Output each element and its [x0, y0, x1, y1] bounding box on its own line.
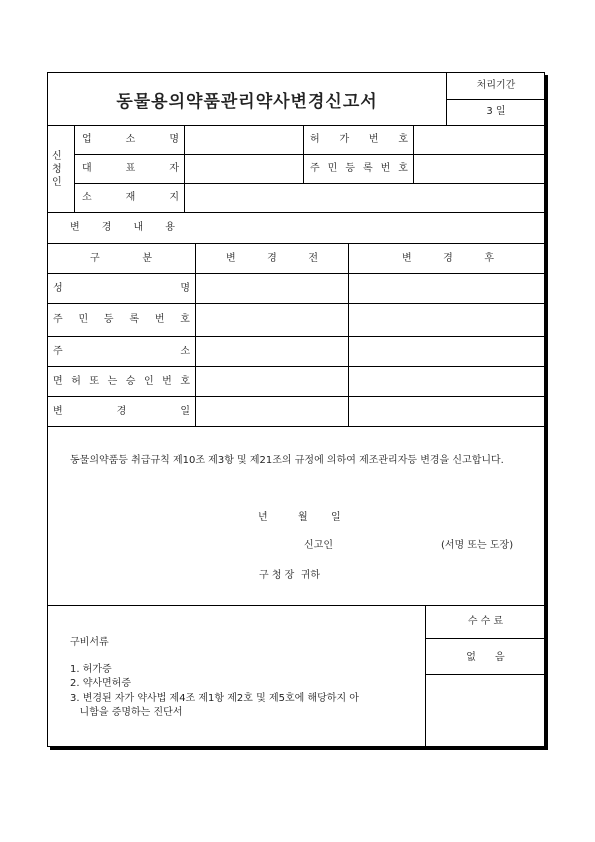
row-license-number: 면 허 또 는 승 인 번 호 [53, 376, 190, 387]
row-change-date: 변 경 일 [53, 406, 190, 417]
permit-number-label: 허 가 번 호 [310, 134, 408, 145]
declarant-label: 신고인 [304, 540, 333, 551]
resident-number-label: 주 민 등 록 번 호 [310, 163, 408, 174]
document-item: 1. 허가증 [70, 664, 112, 675]
date-month: 월 [298, 512, 308, 523]
row-name: 성 명 [53, 283, 190, 294]
header-after: 변 경 후 [402, 253, 494, 264]
row-address: 주 소 [53, 346, 190, 357]
change-report-form [47, 72, 545, 747]
change-contents-label: 변 경 내 용 [70, 222, 175, 233]
processing-period-label: 처리기간 [476, 80, 516, 91]
document-item: 3. 변경된 자가 약사법 제4조 제1항 제2호 및 제5호에 해당하지 아 [70, 693, 359, 704]
processing-period-value: 3 일 [486, 106, 506, 117]
date-day: 일 [331, 512, 341, 523]
business-name-label: 업 소 명 [82, 134, 179, 145]
date-year: 년 [258, 512, 268, 523]
addressee: 구 청 장 귀하 [259, 570, 321, 581]
location-label: 소 재 지 [82, 192, 179, 203]
header-before: 변 경 전 [226, 253, 318, 264]
documents-label: 구비서류 [70, 637, 109, 648]
fee-value: 없 음 [466, 652, 505, 663]
declaration-text: 동물의약품등 취급규칙 제10조 제3항 및 제21조의 규정에 의하여 제조관리자등 변경을 신고합니다. [70, 455, 504, 466]
form-title: 동물용의약품관리약사변경신고서 [116, 91, 378, 112]
document-item: 니함을 증명하는 진단서 [70, 707, 183, 718]
signature-note: (서명 또는 도장) [441, 540, 514, 551]
representative-label: 대 표 자 [82, 163, 179, 174]
header-category: 구 분 [90, 253, 152, 264]
row-resident-number: 주 민 등 록 번 호 [53, 314, 190, 325]
fee-label: 수 수 료 [467, 616, 504, 627]
document-item: 2. 약사면허증 [70, 678, 132, 689]
applicant-section-label: 신 청 인 [52, 151, 62, 188]
